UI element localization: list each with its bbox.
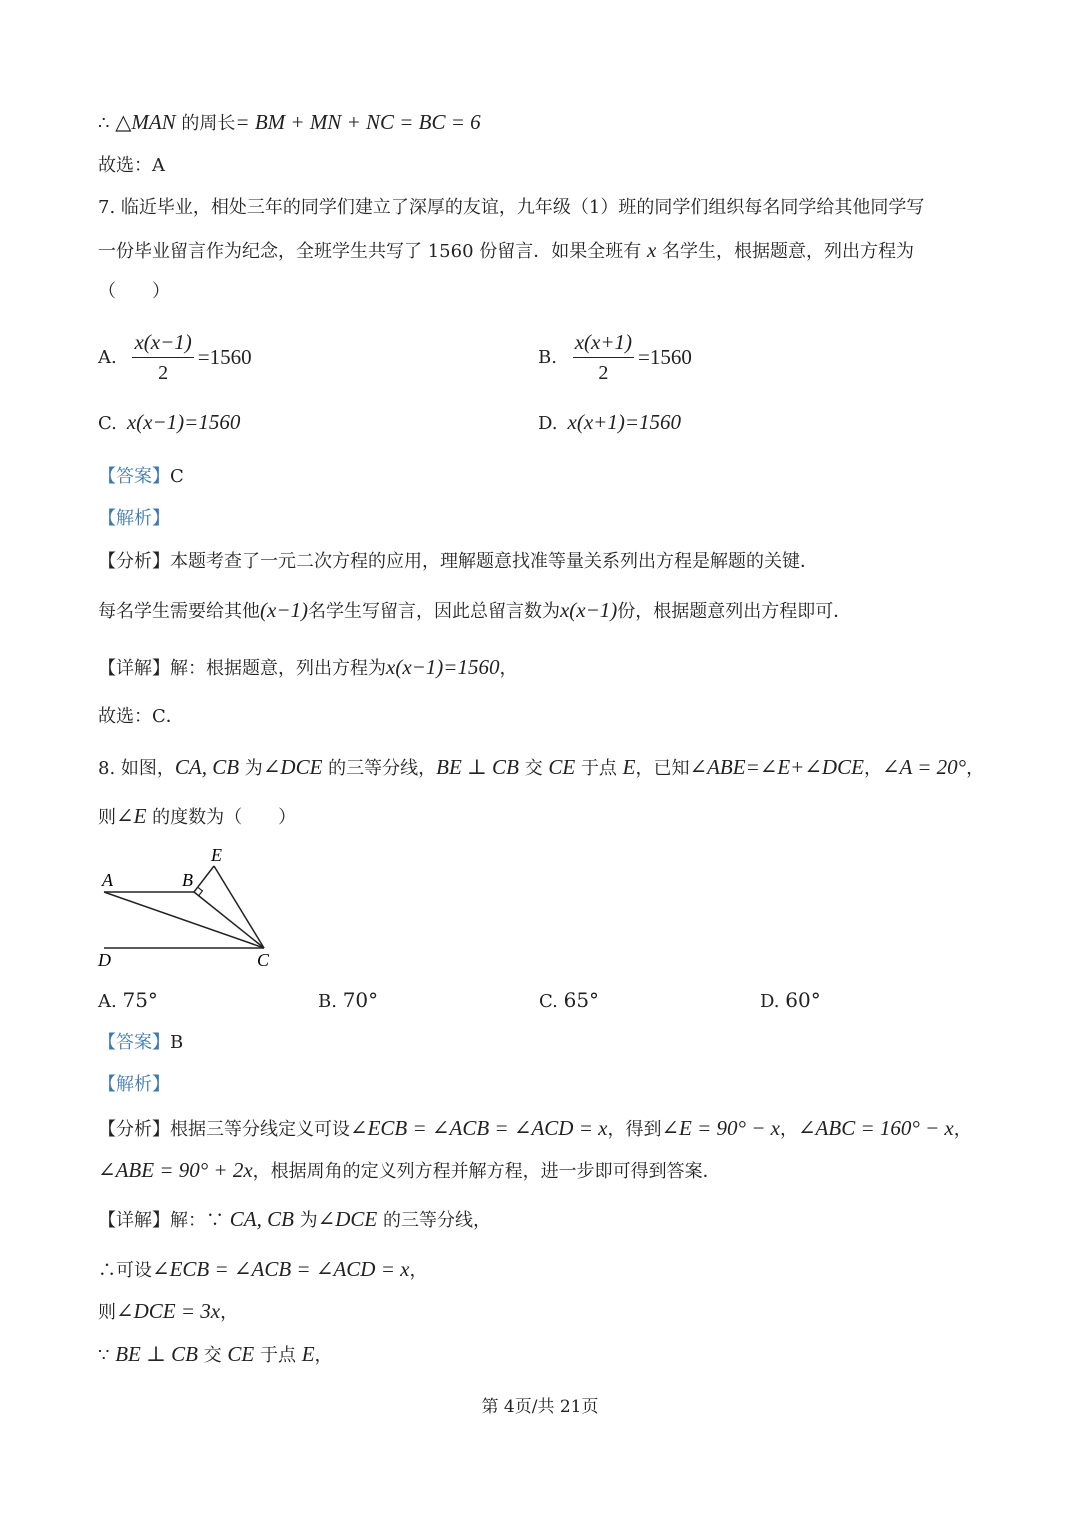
- triangle-man: △MAN: [115, 110, 176, 134]
- q7-xiangjie: 【详解】解：根据题意，列出方程为x(x−1)=1560，: [98, 655, 518, 679]
- answer-value: C: [170, 466, 184, 487]
- q7-stem-line1: 7. 临近毕业，相处三年的同学们建立了深厚的友谊，九年级（1）班的同学们组织每名同学给其他同学写: [98, 197, 925, 218]
- q7-option-d: D. x(x+1)=1560: [538, 410, 681, 434]
- q7-fenxi: 【分析】本题考查了一元二次方程的应用，理解题意找准等量关系列出方程是解题的关键．: [98, 551, 818, 572]
- q8-fenxi-line2: ∠ABE = 90° + 2x，根据周角的定义列方程并解方程，进一步即可得到答案．: [98, 1158, 721, 1182]
- q7-option-a: A. $\frac{x(x-1)}{2}$ =1560: [98, 330, 252, 384]
- page-number-footer: 第 4页/共 21页: [481, 1397, 599, 1417]
- q8-answer: [98, 1029, 183, 1057]
- q8-stem-line1: 8. 如图，CA, CB 为∠DCE 的三等分线，BE ⊥ CB 交 CE 于点 E，已知∠ABE=∠E+∠DCE，∠A = 20°，: [98, 755, 985, 779]
- q8-fenxi: 【分析】根据三等分线定义可设∠ECB = ∠ACB = ∠ACD = x，得到∠E = 90° − x，∠ABC = 160° − x，: [98, 1116, 972, 1140]
- q8-option-a: A. 75°: [98, 988, 158, 1012]
- q7-stem-line2: 一份毕业留言作为纪念，全班学生共写了 1560 份留言．如果全班有 x 名学生，根据题意，列出方程为: [98, 238, 915, 262]
- q8-option-b: B. 70°: [318, 988, 379, 1012]
- q8-step2: 则∠DCE = 3x，: [98, 1299, 239, 1323]
- perimeter-expression: = BM + MN + NC = BC = 6: [235, 110, 481, 134]
- segment-bc: [194, 892, 264, 948]
- q8-step3: ∵ BE ⊥ CB 交 CE 于点 E，: [98, 1342, 333, 1366]
- label-b: B: [182, 870, 193, 890]
- analysis-tag: 【解析】: [98, 1074, 170, 1095]
- segment-ec: [214, 866, 264, 948]
- q7-fenxi-line2: 每名学生需要给其他(x−1)名学生写留言，因此总留言数为x(x−1)份，根据题意列出方程即可．: [98, 598, 852, 622]
- q7-option-b-fraction: $\frac{x(x+1)}{2}$: [574, 330, 632, 384]
- segment-ac: [104, 892, 264, 948]
- answer-value: B: [170, 1032, 184, 1053]
- q7-option-b: B. $\frac{x(x+1)}{2}$ =1560: [538, 330, 692, 384]
- q8-stem-line2: 则∠E 的度数为（ ）: [98, 804, 297, 828]
- q7-option-c: C. x(x−1)=1560: [98, 410, 241, 434]
- label-a: A: [102, 870, 113, 890]
- q7-blank: （ ）: [98, 281, 170, 302]
- q8-geometry-figure: [94, 840, 294, 970]
- q8-option-c: C. 65°: [539, 988, 600, 1012]
- segment-be: [194, 866, 214, 892]
- perimeter-line: [98, 108, 481, 138]
- perimeter-text: 的周长: [175, 113, 236, 134]
- q6-select-line: 故选：A: [98, 155, 165, 176]
- variable-x: x: [646, 238, 657, 262]
- answer-tag: 【答案】: [98, 1032, 170, 1053]
- q7-option-a-fraction: $\frac{x(x-1)}{2}$: [134, 330, 192, 384]
- q8-step1: ∴可设∠ECB = ∠ACB = ∠ACD = x，: [98, 1257, 428, 1281]
- analysis-tag: 【解析】: [98, 508, 170, 529]
- label-c: C: [257, 950, 270, 970]
- q8-xiangjie: 【详解】解：∵ CA, CB 为∠DCE 的三等分线，: [98, 1207, 491, 1231]
- therefore-symbol: ∴: [98, 113, 110, 134]
- q7-answer: [98, 463, 184, 491]
- right-angle-mark: [198, 887, 203, 896]
- label-d: D: [98, 950, 111, 970]
- answer-tag: 【答案】: [98, 466, 170, 487]
- q7-select: 故选：C．: [98, 706, 184, 727]
- label-e: E: [211, 845, 222, 865]
- q8-option-d: D. 60°: [760, 988, 821, 1012]
